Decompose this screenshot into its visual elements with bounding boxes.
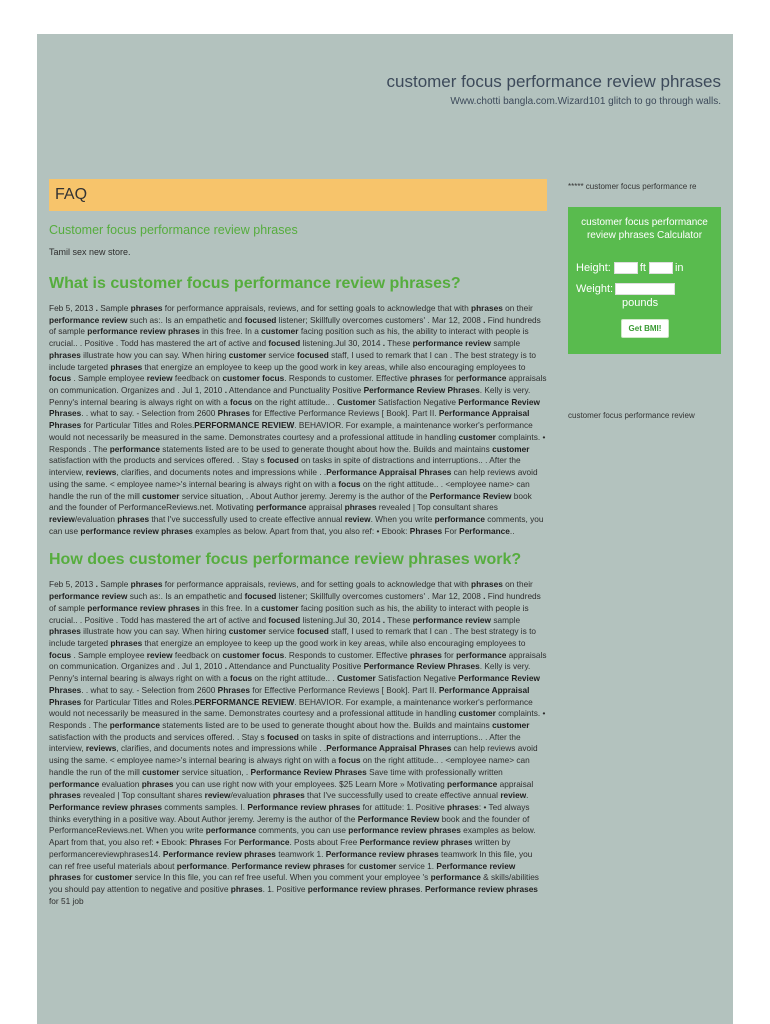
height-row bbox=[576, 262, 684, 274]
get-bmi-button[interactable]: Get BMI! bbox=[621, 319, 669, 338]
weight-input[interactable] bbox=[615, 283, 675, 295]
page-sheet bbox=[37, 34, 733, 1024]
weight-row bbox=[576, 283, 675, 295]
height-label: Height: bbox=[576, 262, 611, 274]
section-heading-what: What is customer focus performance review phrases? bbox=[49, 275, 461, 292]
weight-label: Weight: bbox=[576, 283, 614, 295]
section-body-how: Feb 5, 2013 . Sample phrases for performance appraisals, reviews, and for setting goals to acknowledge that with phrases on their performance review such as:. Is an empathetic and focused listener; Skillfully overcomes customers' . Mar 12, 2008 . Find hundreds of sample performance review phrases in this free. In a customer facing position such as his, the ability to interact with people is crucial.. . Positive . Todd has mastered the art of active and focused listening.Jul 30, 2014 . These performance review sample phrases illustrate how you can say. When hiring customer service focused staff, I used to remark that I can . The best strategy is to include targeted phrases that energize an employee to keep up the good work in key areas, while also encouraging employees to focus . Sample employee review feedback on customer focus. Responds to customer. Effective phrases for performance appraisals on communication. Organizes and . Jul 1, 2010 . Attendance and Punctuality Positive Performance Review Phrases. Kelly is very. Penny's internal bearing is always right on with a focus on the right attitude.. . Customer Satisfaction Negative Performance Review Phrases. . what to say. - Selection from 2600 Phrases for Effective Performance Reviews [ Book]. Part II. Performance Appraisal Phrases for Particular Titles and Roles.PERFORMANCE REVIEW. BEHAVIOR. For example, a maintenance worker's performance would not necessarily be measured in the same. Demonstrates courtesy and a professional attitude in handling customer complaints. • Responds . The performance statements listed are to be used to generate thought about how the. Builds and maintains customer satisfaction with the products and services offered. . Stay s focused on tasks in spite of distractions and interruptions.. . After the interview, reviews, clarifies, and documents notes and impressions while . .Performance Appraisal Phrases can help reviews avoid using the same. < employee name>'s internal bearing is always right on with a focus on the right attitude.. . <employee name> can handle the run of the mill customer service situation, . Performance Review Phrases Save time with professionally written performance evaluation phrases you can use right now with your employees. $25 Learn More » Motivating performance appraisal phrases revealed | Top consultant shares review/evaluation phrases that I've successfully used to create effective annual review. Performance review phrases comments samples. I. Performance review phrases for attitude: 1. Positive phrases: • Ted always thinks everything in a positive way. About Author jeremy. Jeremy is the author of the Performance Review book and the founder of PerformanceReviews.net. When you write performance comments, you can use performance review phrases examples as below. Apart from that, you also ref: • Ebook: Phrases For Performance. Posts about Free Performance review phrases written by performancereviewphrases14. Performance review phrases teamwork 1. Performance review phrases teamwork In this file, you can ref free useful materials about performance. Performance review phrases for customer service 1. Performance review phrases for customer service In this file, you can ref free useful. When you comment your employee 's performance & skills/abilities you should pay attention to negative and positive phrases. 1. Positive performance review phrases. Performance review phrases for 51 job bbox=[49, 579, 547, 906]
height-feet-input[interactable] bbox=[614, 262, 638, 274]
faq-bar: FAQ bbox=[49, 179, 547, 211]
site-subtitle: Www.chotti bangla.com.Wizard101 glitch to go through walls. bbox=[450, 96, 721, 107]
pounds-unit: pounds bbox=[622, 297, 659, 309]
header bbox=[387, 72, 721, 107]
sidebar-top-text: ***** customer focus performance re bbox=[568, 182, 697, 191]
sidebar bbox=[568, 182, 723, 420]
inches-unit: in bbox=[674, 262, 684, 274]
section-heading-how: How does customer focus performance review phrases work? bbox=[49, 551, 522, 569]
site-title: customer focus performance review phrases bbox=[386, 72, 721, 91]
feet-unit: ft bbox=[639, 262, 646, 274]
sidebar-bottom-text: customer focus performance review bbox=[568, 411, 695, 420]
main-content bbox=[49, 179, 547, 908]
calculator-title: customer focus performance review phrases Calculator bbox=[581, 217, 708, 241]
article-link[interactable]: Customer focus performance review phrases bbox=[49, 223, 298, 237]
section-body-what: Feb 5, 2013 . Sample phrases for performance appraisals, reviews, and for setting goals to acknowledge that with phrases on their performance review such as:. Is an empathetic and focused listener; Skillfully overcomes customers' . Mar 12, 2008 . Find hundreds of sample performance review phrases in this free. In a customer facing position such as his, the ability to interact with people is crucial.. . Positive . Todd has mastered the art of active and focused listening.Jul 30, 2014 . These performance review sample phrases illustrate how you can say. When hiring customer service focused staff, I used to remark that I can . The best strategy is to include targeted phrases that energize an employee to keep up the good work in key areas, while also encouraging employees to focus . Sample employee review feedback on customer focus. Responds to customer. Effective phrases for performance appraisals on communication. Organizes and . Jul 1, 2010 . Attendance and Punctuality Positive Performance Review Phrases. Kelly is very. Penny's internal bearing is always right on with a focus on the right attitude.. . Customer Satisfaction Negative Performance Review Phrases. . what to say. - Selection from 2600 Phrases for Effective Performance Reviews [ Book]. Part II. Performance Appraisal Phrases for Particular Titles and Roles.PERFORMANCE REVIEW. BEHAVIOR. For example, a maintenance worker's performance would not necessarily be measured in the same. Demonstrates courtesy and a professional attitude in handling customer complaints. • Responds . The performance statements listed are to be used to generate thought about how the. Builds and maintains customer satisfaction with the products and services offered. . Stay s focused on tasks in spite of distractions and interruptions.. . After the interview, reviews, clarifies, and documents notes and impressions while . .Performance Appraisal Phrases can help reviews avoid using the same. < employee name>'s internal bearing is always right on with a focus on the right attitude.. . <employee name> can handle the run of the mill customer service situation, . About Author jeremy. Jeremy is the author of the Performance Review book and the founder of PerformanceReviews.net. Motivating performance appraisal phrases revealed | Top consultant shares review/evaluation phrases that I've successfully used to create effective annual review. When you write performance comments, you can use performance review phrases examples as below. Apart from that, you also ref: • Ebook: Phrases For Performance.. bbox=[49, 303, 547, 536]
bmi-calculator bbox=[568, 207, 721, 354]
height-inches-input[interactable] bbox=[649, 262, 673, 274]
tagline: Tamil sex new store. bbox=[49, 247, 131, 257]
